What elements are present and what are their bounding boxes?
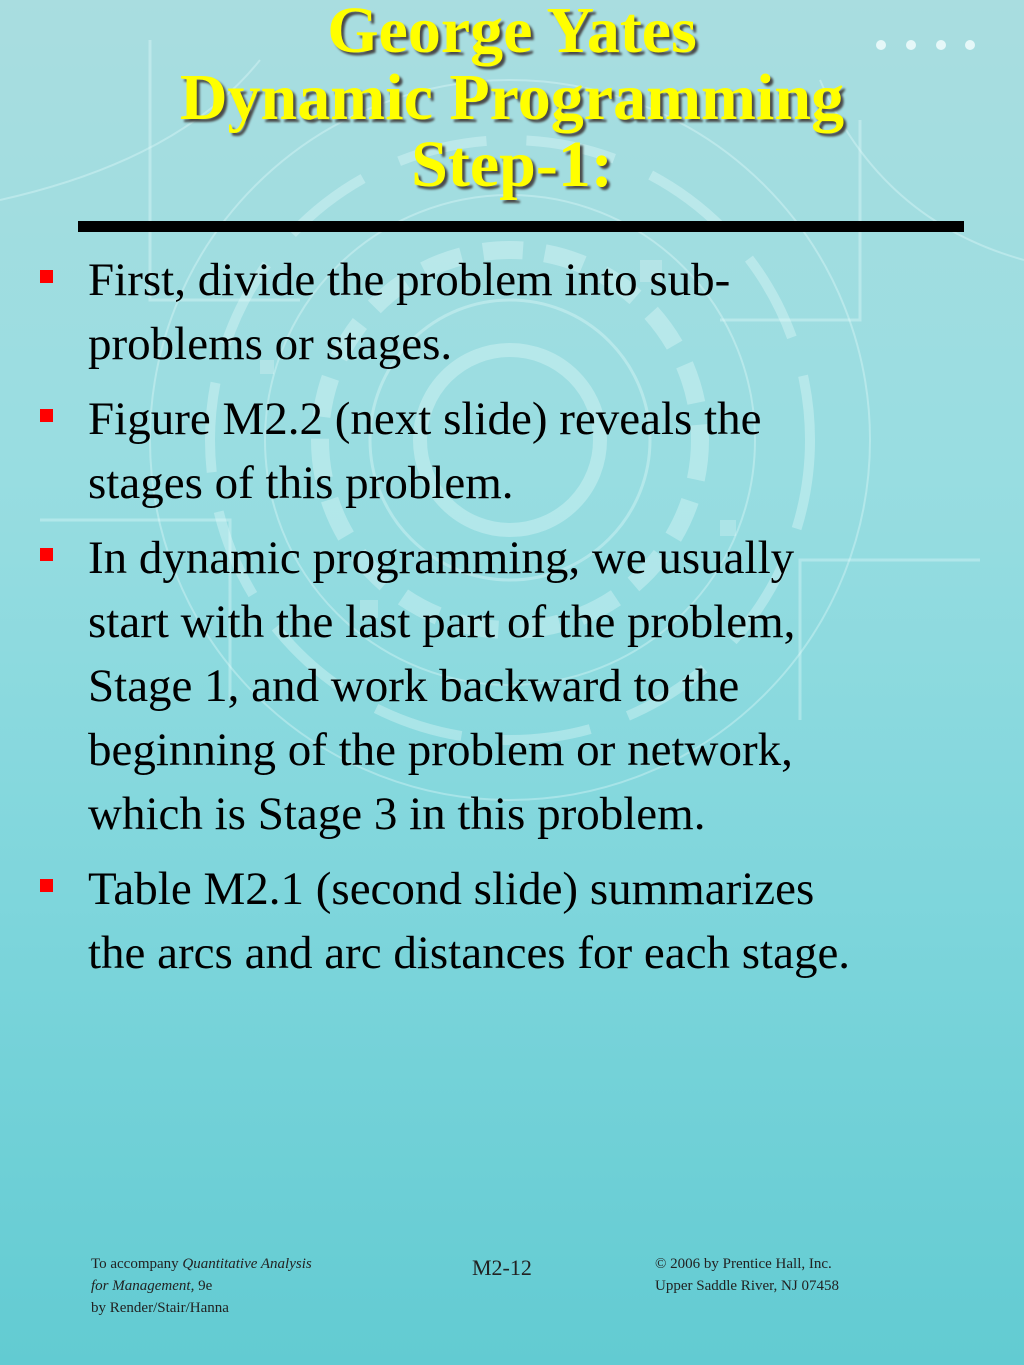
footer-book-title-1: Quantitative Analysis [182, 1256, 312, 1272]
bullet-line: beginning of the problem or network, [88, 724, 793, 776]
square-bullet-icon [40, 548, 53, 561]
square-bullet-icon [40, 270, 53, 283]
bullet-line: which is Stage 3 in this problem. [88, 788, 706, 840]
page-number: M2-12 [472, 1255, 532, 1280]
footer-book-credit [91, 1253, 312, 1319]
bullet-line: start with the last part of the problem, [88, 596, 796, 648]
bullet-line: Stage 1, and work backward to the [88, 660, 740, 712]
bullet-line: problems or stages. [88, 318, 453, 370]
bullet-item [0, 857, 968, 985]
copyright-line-1: © 2006 by Prentice Hall, Inc. [655, 1256, 832, 1272]
bullet-item [0, 526, 968, 846]
square-bullet-icon [40, 879, 53, 892]
bullet-line: First, divide the problem into sub- [88, 254, 731, 306]
bullet-line: stages of this problem. [88, 457, 514, 509]
bullet-line: In dynamic programming, we usually [88, 532, 795, 584]
bullet-list [0, 248, 1024, 996]
footer-authors: by Render/Stair/Hanna [91, 1300, 229, 1316]
title-line-2: Dynamic Programming [179, 61, 845, 134]
title-line-1: George Yates [327, 0, 697, 67]
footer-book-title-2: for Management, [91, 1278, 195, 1294]
title-divider [78, 221, 964, 232]
footer-prefix: To accompany [91, 1256, 183, 1272]
bullet-item [0, 387, 968, 515]
bullet-line: Figure M2.2 (next slide) reveals the [88, 393, 762, 445]
bullet-item [0, 248, 968, 376]
bullet-line: Table M2.1 (second slide) summarizes [88, 863, 815, 915]
footer-copyright [655, 1253, 839, 1297]
slide-title [0, 0, 1024, 201]
square-bullet-icon [40, 409, 53, 422]
copyright-line-2: Upper Saddle River, NJ 07458 [655, 1278, 839, 1294]
footer-edition: 9e [194, 1278, 213, 1294]
bullet-line: the arcs and arc distances for each stage. [88, 927, 851, 979]
title-line-3: Step-1: [411, 128, 613, 201]
